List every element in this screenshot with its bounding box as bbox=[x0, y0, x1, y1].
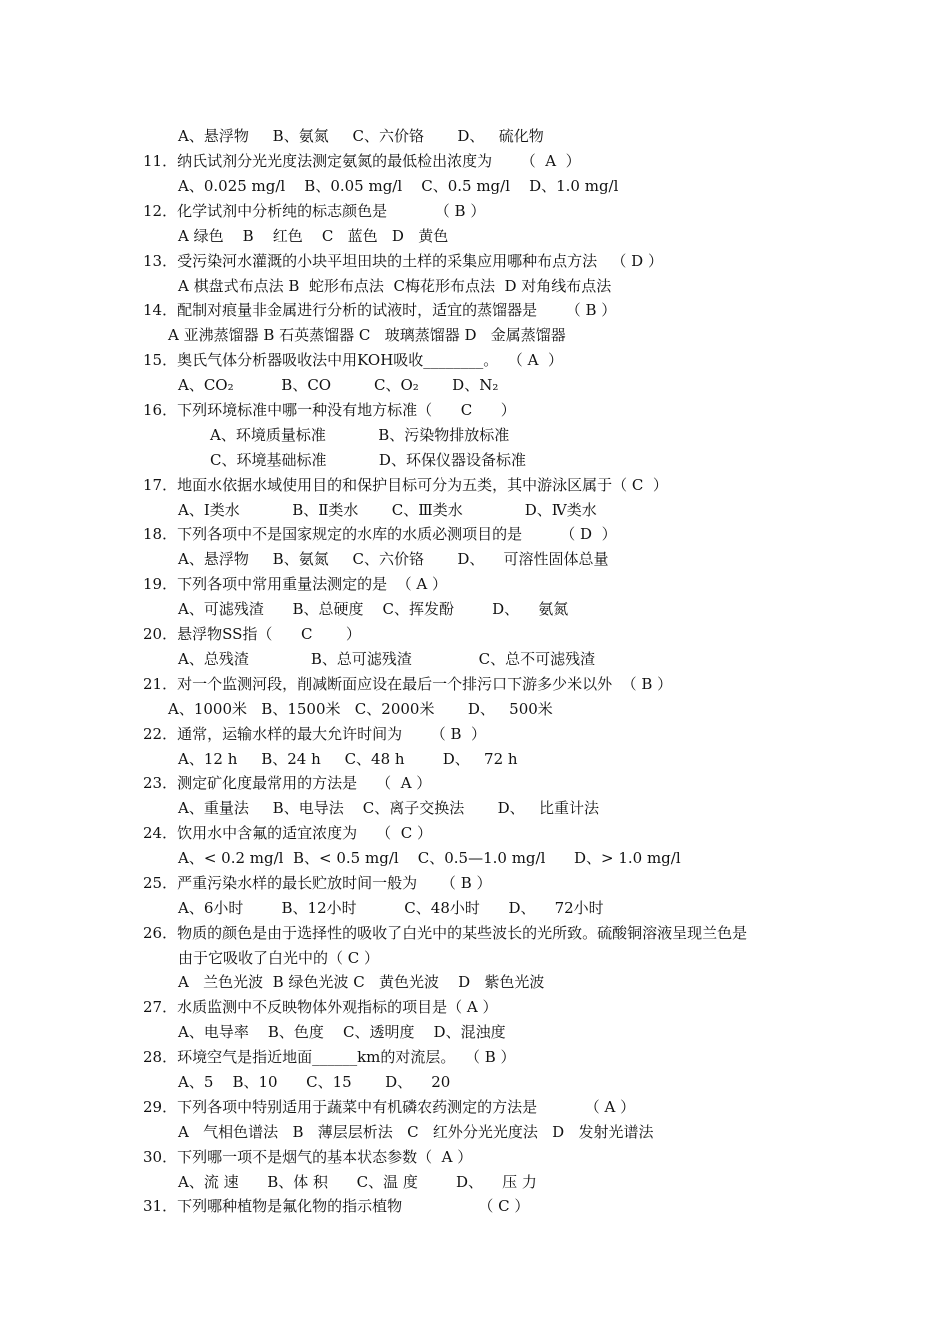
options-line: A、< 0.2 mg/l B、< 0.5 mg/l C、0.5—1.0 mg/l D、> 1.0 mg/l bbox=[178, 849, 681, 867]
options-line: A 亚沸蒸馏器 B 石英蒸馏器 C 玻璃蒸馏器 D 金属蒸馏器 bbox=[168, 326, 566, 344]
options-line: A、5 B、10 C、15 D、 20 bbox=[178, 1073, 451, 1091]
question-14: 14．配制对痕量非金属进行分析的试液时，适宜的蒸馏器是 （ B ） bbox=[143, 301, 617, 319]
options-line: A、6小时 B、12小时 C、48小时 D、 72小时 bbox=[178, 899, 604, 917]
options-line: A、重量法 B、电导法 C、离子交换法 D、 比重计法 bbox=[178, 799, 599, 817]
options-line: A、CO₂ B、CO C、O₂ D、N₂ bbox=[178, 376, 499, 394]
options-line: A、电导率 B、色度 C、透明度 D、混浊度 bbox=[178, 1023, 506, 1041]
options-line: A、流 速 B、体 积 C、温 度 D、 压 力 bbox=[178, 1173, 537, 1191]
question-31: 31．下列哪种植物是氟化物的指示植物 （ C ） bbox=[143, 1197, 530, 1215]
options-line: A、环境质量标准 B、污染物排放标准 bbox=[210, 426, 510, 444]
options-line: C、环境基础标准 D、环保仪器设备标准 bbox=[210, 451, 526, 469]
question-26: 26．物质的颜色是由于选择性的吸收了白光中的某些波长的光所致。硫酸铜溶液呈现兰色是 bbox=[143, 924, 748, 942]
question-21: 21．对一个监测河段，削减断面应设在最后一个排污口下游多少米以外 （ B ） bbox=[143, 675, 673, 693]
question-17: 17．地面水依据水域使用目的和保护目标可分为五类，其中游泳区属于（ C ） bbox=[143, 476, 668, 494]
question-27: 27．水质监测中不反映物体外观指标的项目是（ A ） bbox=[143, 998, 498, 1016]
question-12: 12．化学试剂中分析纯的标志颜色是 （ B ） bbox=[143, 202, 486, 220]
question-13: 13．受污染河水灌溉的小块平坦田块的土样的采集应用哪种布点方法 （ D ） bbox=[143, 252, 663, 270]
question-30: 30．下列哪一项不是烟气的基本状态参数（ A ） bbox=[143, 1148, 473, 1166]
question-28: 28．环境空气是指近地面______km的对流层。 （ B ） bbox=[143, 1048, 516, 1066]
question-16: 16．下列环境标准中哪一种没有地方标准（ C ） bbox=[143, 401, 516, 419]
options-line: A 绿色 B 红色 C 蓝色 D 黄色 bbox=[178, 227, 449, 245]
options-line: A、悬浮物 B、氨氮 C、六价铬 D、 硫化物 bbox=[178, 127, 544, 145]
question-25: 25．严重污染水样的最长贮放时间一般为 （ B ） bbox=[143, 874, 492, 892]
options-line: A 气相色谱法 B 薄层层析法 C 红外分光光度法 D 发射光谱法 bbox=[178, 1123, 654, 1141]
question-22: 22．通常，运输水样的最大允许时间为 （ B ） bbox=[143, 725, 487, 743]
options-line: A 兰色光波 B 绿色光波 C 黄色光波 D 紫色光波 bbox=[178, 973, 545, 991]
question-18: 18．下列各项中不是国家规定的水库的水质必测项目的是 （ D ） bbox=[143, 525, 617, 543]
question-15: 15．奥氏气体分析器吸收法中用KOH吸收________。 （ A ） bbox=[143, 351, 563, 369]
options-line: A 棋盘式布点法 B 蛇形布点法 C梅花形布点法 D 对角线布点法 bbox=[178, 277, 612, 295]
question-11: 11．纳氏试剂分光光度法测定氨氮的最低检出浓度为 （ A ） bbox=[143, 152, 581, 170]
options-line: A、可滤残渣 B、总硬度 C、挥发酚 D、 氨氮 bbox=[178, 600, 569, 618]
question-23: 23．测定矿化度最常用的方法是 （ A ） bbox=[143, 774, 432, 792]
options-line: A、悬浮物 B、氨氮 C、六价铬 D、 可溶性固体总量 bbox=[178, 550, 609, 568]
options-line: A、0.025 mg/l B、0.05 mg/l C、0.5 mg/l D、1.0 mg/l bbox=[178, 177, 619, 195]
options-line: A、1000米 B、1500米 C、2000米 D、 500米 bbox=[168, 700, 553, 718]
question-26-continued: 由于它吸收了白光中的（ C ） bbox=[178, 949, 380, 967]
question-20: 20．悬浮物SS指（ C ） bbox=[143, 625, 361, 643]
options-line: A、总残渣 B、总可滤残渣 C、总不可滤残渣 bbox=[178, 650, 596, 668]
options-line: A、Ⅰ类水 B、Ⅱ类水 C、Ⅲ类水 D、Ⅳ类水 bbox=[178, 501, 597, 519]
question-19: 19．下列各项中常用重量法测定的是 （ A ） bbox=[143, 575, 447, 593]
question-29: 29．下列各项中特别适用于蔬菜中有机磷农药测定的方法是 （ A ） bbox=[143, 1098, 636, 1116]
options-line: A、12 h B、24 h C、48 h D、 72 h bbox=[178, 750, 518, 768]
question-24: 24．饮用水中含氟的适宜浓度为 （ C ） bbox=[143, 824, 432, 842]
